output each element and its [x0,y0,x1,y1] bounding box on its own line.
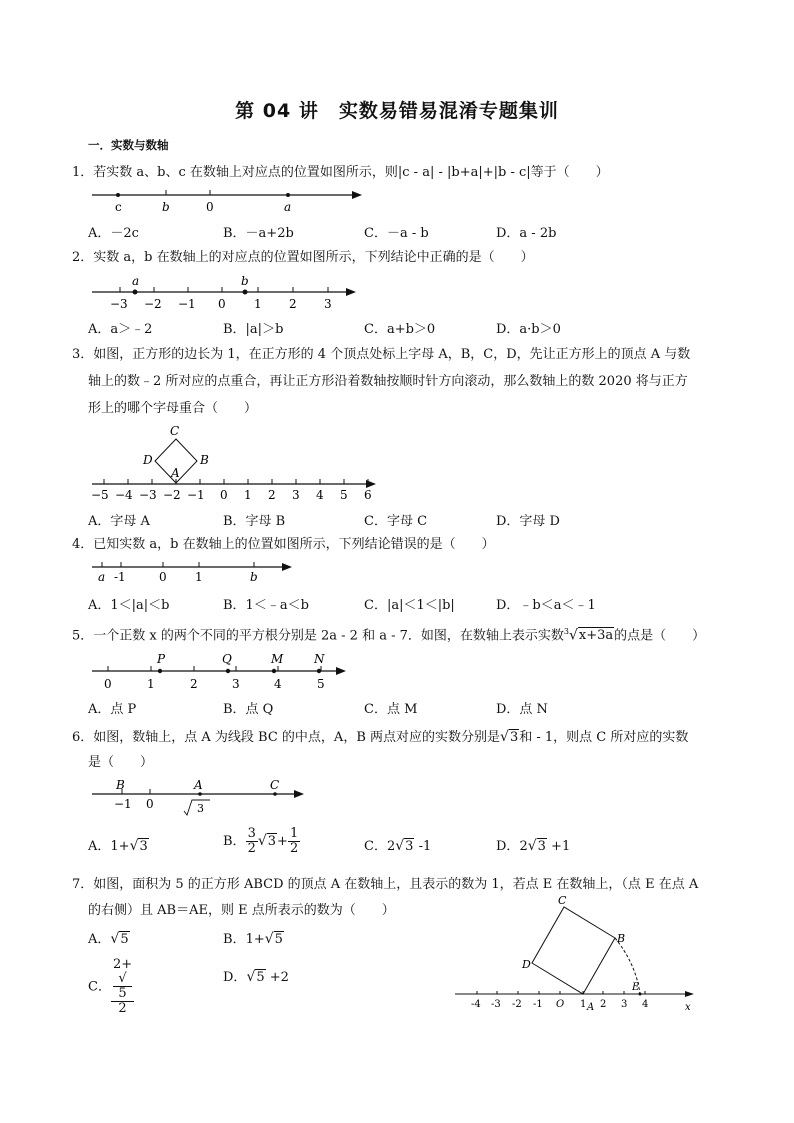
q3-tick: 1 [244,488,252,502]
q5-tick: 5 [317,677,325,691]
q7-option-c[interactable]: C． 2+ √ 5 2 [88,957,133,1016]
q5-tick: 2 [190,677,198,691]
q7-option-d[interactable]: D．√5 +2 [223,969,289,985]
question-7-options-row1 [88,928,348,948]
q3-option-d[interactable]: D．字母 D [496,514,560,529]
q2-tick: −1 [178,297,196,311]
q5-point-p: P [157,652,166,666]
q4-number-line [88,558,308,588]
q7-tick: 4 [642,999,649,1010]
q2-option-d[interactable]: D．a·b＞0 [496,322,561,337]
q4-option-d[interactable]: D．﹣b＜a＜﹣1 [496,598,596,613]
radical-sign: √ [569,627,578,644]
question-3-stem-line2: 轴上的数﹣2 所对应的点重合，再让正方形沿着数轴按顺时针方向滚动，那么数轴上的数 2020 将与正方 [88,374,688,389]
q2-point-b: b [241,274,249,288]
q7-tick: 1 [580,999,587,1010]
q5-radicand: x+3a [578,628,614,644]
question-3-options [88,510,648,530]
question-6-stem-line2: 是（ ） [88,755,154,770]
question-4-stem: 4．已知实数 a，b 在数轴上的位置如图所示，下列结论错误的是（ ） [72,537,495,552]
question-1-options [88,222,648,242]
q7-square-figure [452,894,702,1018]
q5-option-a[interactable]: A．点 P [88,702,137,717]
q1-option-b[interactable]: B．－a+2b [223,226,294,241]
q7-tick: 3 [621,999,628,1010]
q3-tick: 3 [292,488,300,502]
q3-vertex-a: A [171,466,180,480]
q5-root-index: 3 [563,627,569,636]
q6-sqrt3: 3 [509,730,519,745]
q6-label-0: 0 [146,797,154,811]
radical-sign: √ [264,931,274,947]
q3-tick: −5 [91,488,109,502]
q3-vertex-c: C [170,424,180,438]
q1-label-b: b [162,200,170,214]
q7-vertex-c: C [558,894,567,907]
q5-point-m: M [271,652,284,666]
q1-number-line [88,186,368,216]
q6-label-neg1: −1 [114,797,132,811]
question-3-stem-line3: 形上的哪个字母重合（ ） [88,401,258,416]
q1-label-0: 0 [206,200,214,214]
q5-stem-post: 的点是（ ） [614,628,706,644]
q5-option-c[interactable]: C．点 M [364,702,418,717]
q3-tick: −4 [115,488,133,502]
q6-label-sqrt3: 3 [197,802,204,815]
question-6-options [88,826,648,871]
question-7-stem-line2: 的右侧）且 AB＝AE，则 E 点所表示的数为（ ） [88,903,395,918]
q4-option-b[interactable]: B．1＜﹣a＜b [223,598,309,613]
question-2-options [88,318,648,338]
q2-tick: 2 [289,297,297,311]
q2-tick: 3 [324,297,332,311]
q7-option-b[interactable]: B．1+√5 [223,931,283,947]
q5-point-n: N [314,652,325,666]
q4-option-a[interactable]: A．1＜|a|＜b [88,598,170,613]
q4-label-0: 0 [159,570,167,584]
q3-tick: 0 [220,488,228,502]
question-5-stem [72,619,732,649]
q7-tick: -3 [491,999,501,1010]
q7-tick: 2 [600,999,607,1010]
q4-option-c[interactable]: C．|a|＜1＜|b| [364,598,455,613]
q5-number-line [88,651,358,691]
q7-vertex-e: E [632,982,640,993]
question-6-stem-line1 [72,724,732,751]
q2-number-line [88,274,368,313]
radical-sign: √ [110,931,120,947]
q4-label-b: b [250,570,258,584]
q6-label-b: B [116,778,125,792]
question-7-options-row2 [88,957,348,1016]
section-heading: 一．实数与数轴 [88,138,169,152]
q7-vertex-a: A [587,1002,595,1013]
q6-option-a[interactable]: A．1+√3 [88,838,148,854]
q2-option-c[interactable]: C．a+b＞0 [364,322,436,337]
q7-vertex-d: D [522,958,531,971]
q7-origin: O [556,999,565,1010]
q6-number-line [88,778,318,818]
question-4-options [88,594,648,614]
radical-sign: √ [527,838,537,854]
q7-tick: -4 [471,999,481,1010]
q3-number-line [88,424,388,504]
q6-stem-pre: 6．如图，数轴上，点 A 为线段 BC 的中点，A，B 两点对应的实数分别是 [72,730,501,745]
q3-option-a[interactable]: A．字母 A [88,514,150,529]
q6-label-c: C [270,778,280,792]
q6-option-b[interactable]: B． $\frac{3}{2}$ √3+ $\frac{1}{2}$ [223,826,299,856]
q3-option-b[interactable]: B．字母 B [223,514,286,529]
question-3-stem-line1: 3．如图，正方形的边长为 1，在正方形的 4 个顶点处标上字母 A，B，C，D，先让正方形上的顶点 A 与数 [72,347,691,362]
q2-tick: 1 [254,297,262,311]
q3-tick: −1 [187,488,205,502]
q1-label-a: a [284,200,292,214]
q2-tick: −2 [144,297,162,311]
question-1-stem: 1．若实数 a、b、c 在数轴上对应点的位置如图所示，则|c - a| - |b+a|+|b - c|等于（ ） [72,165,609,180]
q5-tick: 4 [274,677,282,691]
q2-option-a[interactable]: A．a＞﹣2 [88,322,153,337]
q1-option-c[interactable]: C．－a - b [364,226,429,241]
q5-tick: 3 [232,677,240,691]
question-7-stem-line1: 7．如图，面积为 5 的正方形 ABCD 的顶点 A 在数轴上，且表示的数为 1，若点 E 在数轴上，（点 E 在点 A [72,877,699,892]
q6-option-c[interactable]: C．2√3 -1 [364,838,432,854]
q2-tick: 0 [218,297,226,311]
q3-tick: −3 [139,488,157,502]
q5-tick: 0 [104,677,112,691]
q2-option-b[interactable]: B．|a|＞b [223,322,284,337]
q5-option-d[interactable]: D．点 N [496,702,548,717]
radical-sign: √ [257,833,267,849]
question-5-options [88,698,648,718]
q5-tick: 1 [147,677,155,691]
q1-option-a[interactable]: A．－2c [88,226,139,241]
q5-stem-pre: 5．一个正数 x 的两个不同的平方根分别是 2a - 2 和 a - 7．如图，在数轴上表示实数 [72,628,564,644]
q1-option-d[interactable]: D．a - 2b [496,226,557,241]
q3-tick: −2 [163,488,181,502]
radical-sign: √ [500,729,509,745]
radical-sign: √ [129,838,139,854]
q5-option-b[interactable]: B．点 Q [223,702,274,717]
q7-option-a[interactable]: A．√5 [88,931,129,947]
q3-tick: 4 [316,488,324,502]
q6-label-a: A [194,778,203,792]
question-2-stem: 2．实数 a，b 在数轴上的对应点的位置如图所示，下列结论中正确的是（ ） [72,250,534,265]
q4-label-1: 1 [195,570,203,584]
page-title: 第 04 讲 实数易错易混淆专题集训 [235,100,559,122]
q6-option-d[interactable]: D．2√3 +1 [496,838,571,854]
q2-point-a: a [132,274,140,288]
q5-point-q: Q [222,652,232,666]
q4-label-a: a [98,570,106,584]
q6-stem-post: 和 - 1，则点 C 所对应的实数 [519,730,689,745]
q2-tick: −3 [110,297,128,311]
q7-axis-x: x [685,1002,691,1013]
q4-label-neg1: -1 [114,570,126,584]
q7-vertex-b: B [617,932,626,945]
q3-vertex-b: B [200,453,209,467]
radical-sign: √ [246,969,256,985]
q3-tick: 6 [364,488,372,502]
q3-option-c[interactable]: C．字母 C [364,514,428,529]
q7-tick: -2 [512,999,522,1010]
radical-sign: √ [395,838,405,854]
q7-tick: -1 [533,999,543,1010]
q3-tick: 5 [340,488,348,502]
q1-label-c: c [115,200,122,214]
q3-vertex-d: D [143,453,153,467]
q3-tick: 2 [268,488,276,502]
